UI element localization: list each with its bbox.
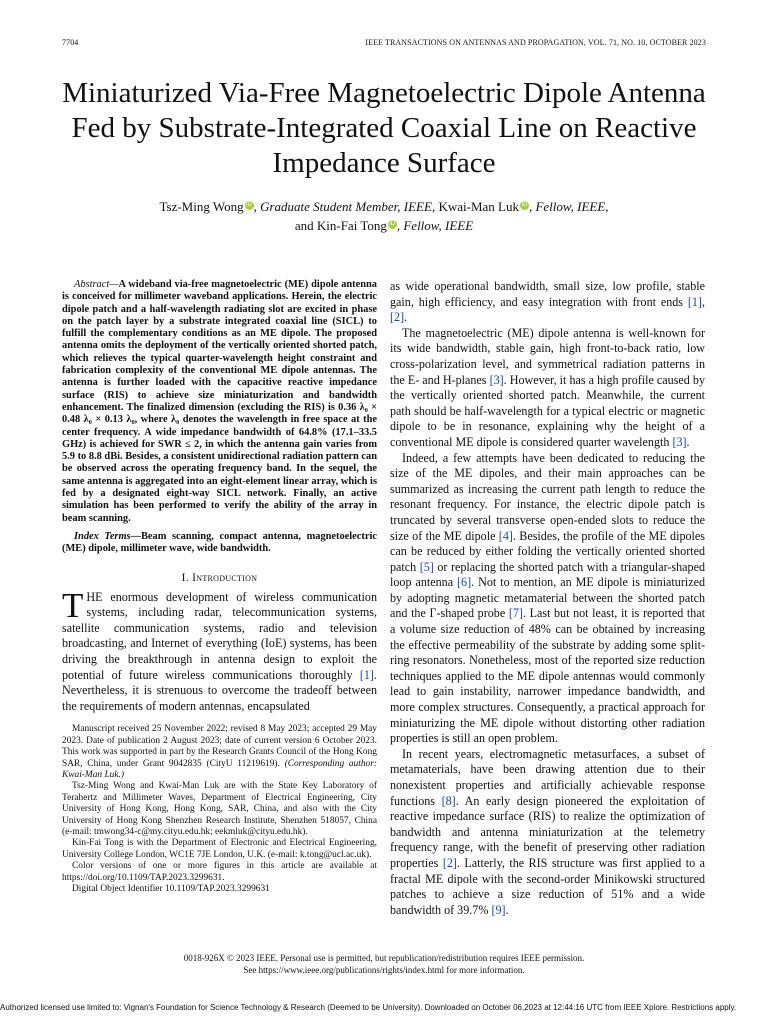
paragraph-text: . Latterly, the RIS structure was first applied to a fractal ME dipole with the second-order Minikowski structured patches to achieve a size reduction of 51% and a wide bandwidth of 39.7% [390, 855, 705, 917]
orcid-icon[interactable]: iD [521, 201, 528, 208]
author-role: Fellow, IEEE [403, 218, 474, 233]
citation-link[interactable]: [1] [359, 667, 374, 682]
citation-link[interactable]: [3] [489, 372, 504, 387]
paragraph-text: as wide operational bandwidth, small size, low profile, stable gain, high efficiency, and easy integration with front ends [390, 279, 705, 309]
copyright-footer [40, 952, 728, 976]
body-paragraph [390, 326, 705, 451]
footnote: Kin-Fai Tong is with the Department of Electronic and Electrical Engineering, University College London, WC1E 7JE London, U.K. (e-mail: k.tong@ucl.ac.uk). [62, 838, 377, 860]
paragraph-text: . Last but not least, it is reported that a volume size reduction of 48% can be obtained by increasing the effective permeability of the substrate by adding some split-ring resonators. Nonetheless, most of the reported size reduction techniques applied to the ME dipole antennas would commonly lead to gain instability, narrower impedance bandwidth, and more complex structures. Consequently, a practical approach for miniaturizing the ME dipole without distorting other radiation properties is still an open problem. [390, 606, 705, 746]
citation-link[interactable]: [2] [442, 855, 457, 870]
paragraph-text: or replacing the shorted patch with a triangular-shaped loop antenna [390, 559, 705, 590]
paragraph-text: . However, it has a high profile caused by the vertically oriented shorted patch. Meanwhile, the current path should be half-wavelength for a typical electric or magnetic dipole to be in resonance, explaining why the height of a conventional ME dipole is considered quarter wavelength [390, 372, 705, 449]
footnote: Digital Object Identifier 10.1109/TAP.2023.3299631 [72, 883, 270, 894]
citation-link[interactable]: [7] [508, 606, 523, 621]
footnote [62, 724, 377, 781]
footnote: Color versions of one or more figures in this article are available at https://doi.org/10.1109/TAP.2023.3299631. [62, 861, 377, 883]
abstract [62, 279, 377, 525]
citation-link[interactable]: [6] [457, 575, 472, 590]
left-column [62, 279, 377, 895]
index-terms-text: Beam scanning, compact antenna, magnetoelectric (ME) dipole, millimeter wave, wide bandwidth. [62, 530, 377, 555]
paragraph-text: . An early design pioneered the exploitation of reactive impedance surface (RIS) to realize the optimization of bandwidth and antenna miniaturization at the telemetry frequency range, with the benefit of preserving other radiation properties [390, 793, 705, 870]
citation-link[interactable]: [9] [491, 902, 506, 917]
license-banner: Authorized licensed use limited to: Vignan's Foundation for Science Technology & Research (Deemed to be University). Downloaded on October 06,2023 at 12:44:16 UTC from IEEE Xplore. Restrictions apply. [0, 1003, 737, 1012]
author-name: Tsz-Ming Wong [159, 199, 244, 214]
paragraph-text: . [404, 310, 408, 325]
citation-link[interactable]: [8] [441, 793, 456, 808]
paragraph-text: Indeed, a few attempts have been dedicated to reducing the size of the ME dipoles, and their main approaches can be summarized as increasing the current path length to reduce the resonant frequency. For instance, the electric dipole patch is truncated by several transverse open-ended slots to reduce the size of the ME dipole [390, 450, 705, 543]
footnote-text: Manuscript received 25 November 2022; revised 8 May 2023; accepted 29 May 2023. Date of publication 2 August 2023; date of current version 6 October 2023. This work was supported in part by the Research Grants Council of the Hong Kong SAR, China, under Grant 9042835 (CityU 11219619). [62, 724, 377, 769]
paper-title: Miniaturized Via-Free Magnetoelectric Dipole Antenna Fed by Substrate-Integrated Coaxial Line on Reactive Impedance Surface [62, 77, 706, 179]
citation-link[interactable]: [4] [498, 528, 513, 543]
body-paragraph [390, 451, 705, 747]
journal-header: IEEE TRANSACTIONS ON ANTENNAS AND PROPAGATION, VOL. 71, NO. 10, OCTOBER 2023 [365, 38, 706, 47]
rights-link[interactable]: See https://www.ieee.org/publications/rights/index.html for more information. [243, 965, 525, 975]
index-terms-label: Index Terms— [74, 530, 141, 542]
author-name: Kin-Fai Tong [316, 218, 387, 233]
author-name: Kwai-Man Luk [438, 199, 519, 214]
citation-link[interactable]: [5] [419, 559, 434, 574]
section-heading: I. Introduction [181, 571, 258, 584]
paragraph-text: . [686, 434, 690, 449]
right-column [390, 279, 705, 918]
abstract-text: A wideband via-free magnetoelectric (ME) dipole antenna is conceived for millimeter waveband applications. Herein, the electric dipole patch and a half-wavelength radiating slot are excited in phase on the patch layer by a substrate integrated coaxial line (SICL) to fulfill the complementary conditions as an ME dipole. The proposed antenna omits the deployment of the vertically oriented shorted patch, which relieves the typical quarter-wavelength height constraint and fabrication complexity of the conventional ME dipole antennas. The antenna is further loaded with the capacitive reactive impedance surface (RIS) to achieve size miniaturization and bandwidth enhancement. The finalized dimension (excluding the RIS) is 0.36 λ₀ × 0.48 λ₀ × 0.13 λ₀, where λ₀ denotes the wavelength in free space at the center frequency. A wide impedance bandwidth of 64.8% (17.1–33.5 GHz) is achieved for SWR ≤ 2, in which the antenna gain varies from 5.9 to 8.8 dBi. Besides, a consistent unidirectional radiation pattern can be observed across the operating frequency band. In the sequel, the same antenna is aggregated into an eight-element linear array, which is fed by a designated eight-way SICL network. Finally, an active simulation has been performed to verify the ability of the array in beam scanning. [62, 279, 378, 524]
paragraph-text: . [505, 902, 509, 917]
footnote: Tsz-Ming Wong and Kwai-Man Luk are with the State Key Laboratory of Terahertz and Millimeter Waves, Department of Electrical Engineering, City University of Hong Kong, Hong Kong, SAR, China, and also with the City University of Hong Kong Shenzhen Research Institute, Shenzhen 518057, China (e-mail: tmwong34-c@my.cityu.edu.hk; eekmluk@cityu.edu.hk). [62, 781, 377, 837]
dropcap: T [62, 585, 84, 625]
citation-link[interactable]: [1] [687, 294, 702, 309]
orcid-icon[interactable]: iD [246, 201, 252, 208]
author-role: Graduate Student Member, IEEE [260, 199, 432, 214]
index-terms [62, 531, 377, 556]
orcid-icon[interactable]: iD [389, 220, 396, 227]
paragraph-text: . Besides, the profile of the ME dipoles can be reduced by either folding the vertically oriented shorted patch [390, 528, 705, 574]
citation-link[interactable]: [3] [672, 434, 687, 449]
paragraph-text: In recent years, electromagnetic metasurfaces, a subset of metamaterials, have been drawing attention due to their nonexistent properties and artificially achievable response functions [390, 746, 705, 808]
footnotes [62, 724, 377, 895]
citation-link[interactable]: [2] [390, 310, 405, 325]
paragraph-text: . Nevertheless, it is strenuous to overcome the tradeoff between the requirements of modern antennas, encapsulated [62, 667, 377, 713]
paragraph-text: The magnetoelectric (ME) dipole antenna is well-known for its wide bandwidth, stable gain, high front-to-back ratio, low cross-polarization level, and symmetrical radiation patterns in the E- and H-planes [390, 325, 705, 387]
body-paragraph [390, 747, 705, 919]
paragraph-text: HE enormous development of wireless communication systems, including radar, telecommunication systems, satellite communication systems, radio and television broadcasting, and Internet of everything (IoE) systems, has been driving the breakthrough in antenna design to exploit the potential of future wireless communications thoroughly [62, 589, 377, 682]
abstract-label: Abstract— [74, 279, 119, 290]
paragraph-text: . Not to mention, an ME dipole is miniaturized by adopting magnetic metamaterial between the shorted patch and the Γ-shaped probe [390, 575, 706, 621]
author-block: Tsz-Ming Wong iD , Graduate Student Member, IEEE, Kwai-Man Luk iD , Fellow, IEEE, and Kin-Fai Tong iD , Fellow, IEEE [159, 199, 609, 233]
copyright-line: 0018-926X © 2023 IEEE. Personal use is permitted, but republication/redistribution requires IEEE permission. [183, 953, 585, 963]
body-paragraph [390, 279, 705, 326]
corresponding-author: (Corresponding author: Kwai-Man Luk.) [62, 758, 377, 780]
author-role: Fellow, IEEE [535, 199, 606, 214]
intro-paragraph [62, 585, 377, 715]
page-number: 7704 [62, 38, 79, 47]
paragraph-text: , [701, 294, 705, 309]
